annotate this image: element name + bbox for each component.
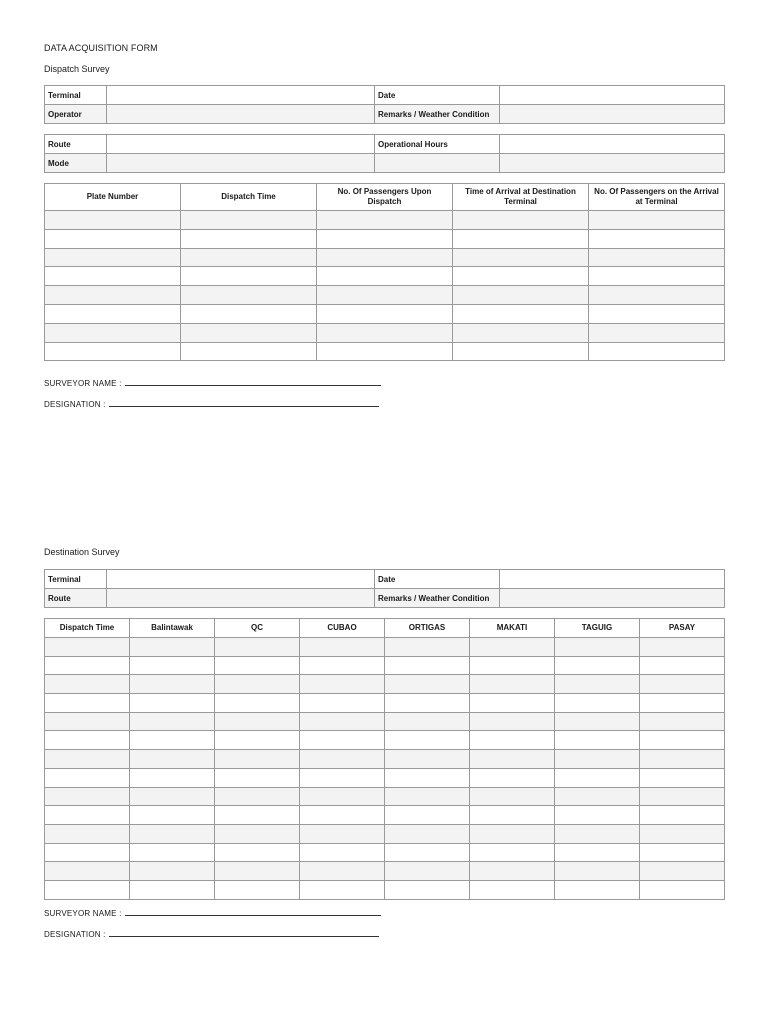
remarks-label: Remarks / Weather Condition — [375, 105, 500, 124]
table-cell[interactable] — [555, 712, 640, 731]
destination-info-table — [44, 569, 725, 608]
table-cell[interactable] — [385, 656, 470, 675]
table-row — [45, 843, 725, 862]
table-cell[interactable] — [385, 824, 470, 843]
table-cell[interactable] — [45, 675, 130, 694]
destination-table — [44, 618, 725, 900]
table-cell[interactable] — [470, 768, 555, 787]
table-cell[interactable] — [317, 229, 453, 248]
table-cell[interactable] — [470, 656, 555, 675]
table-cell[interactable] — [300, 824, 385, 843]
table-cell[interactable] — [45, 694, 130, 713]
table-cell[interactable] — [300, 675, 385, 694]
table-cell[interactable] — [215, 675, 300, 694]
table-cell[interactable] — [589, 229, 725, 248]
table-cell[interactable] — [385, 787, 470, 806]
col-header-pasay: PASAY — [640, 619, 725, 638]
table-cell[interactable] — [555, 694, 640, 713]
dispatch-section-title: Dispatch Survey — [44, 64, 110, 74]
surveyor-name-line[interactable] — [125, 908, 381, 916]
table-cell[interactable] — [453, 286, 589, 305]
table-cell[interactable] — [453, 304, 589, 323]
table-row — [45, 787, 725, 806]
col-header-passengers-upon-dispatch: No. Of Passengers Upon Dispatch — [317, 184, 453, 211]
col-header-dispatch-time: Dispatch Time — [181, 184, 317, 211]
terminal-label: Terminal — [45, 86, 107, 105]
table-cell[interactable] — [130, 880, 215, 899]
table-cell[interactable] — [385, 750, 470, 769]
table-cell[interactable] — [45, 304, 181, 323]
table-row — [45, 267, 725, 286]
table-cell[interactable] — [215, 768, 300, 787]
terminal-label: Terminal — [45, 570, 107, 589]
table-cell[interactable] — [300, 712, 385, 731]
dispatch-info-table-2 — [44, 134, 725, 173]
table-cell[interactable] — [453, 229, 589, 248]
table-cell[interactable] — [317, 248, 453, 267]
table-cell[interactable] — [470, 862, 555, 881]
table-cell[interactable] — [385, 712, 470, 731]
surveyor-name-label: SURVEYOR NAME : — [44, 379, 122, 388]
table-cell[interactable] — [45, 824, 130, 843]
table-cell[interactable] — [555, 862, 640, 881]
table-cell[interactable] — [385, 806, 470, 825]
surveyor-name-line[interactable] — [125, 378, 381, 386]
table-cell[interactable] — [385, 862, 470, 881]
empty-cell — [375, 154, 500, 173]
table-cell[interactable] — [555, 750, 640, 769]
table-cell[interactable] — [130, 806, 215, 825]
table-cell[interactable] — [45, 750, 130, 769]
remarks-label: Remarks / Weather Condition — [375, 589, 500, 608]
operator-label: Operator — [45, 105, 107, 124]
table-row — [45, 712, 725, 731]
table-cell[interactable] — [589, 304, 725, 323]
table-row — [45, 824, 725, 843]
table-row — [45, 731, 725, 750]
table-cell[interactable] — [215, 712, 300, 731]
table-cell[interactable] — [300, 638, 385, 657]
table-cell[interactable] — [45, 862, 130, 881]
route-field[interactable] — [107, 589, 375, 608]
designation-label: DESIGNATION : — [44, 930, 106, 939]
route-label: Route — [45, 589, 107, 608]
table-row — [45, 880, 725, 899]
surveyor-name-label: SURVEYOR NAME : — [44, 909, 122, 918]
table-cell[interactable] — [215, 824, 300, 843]
table-cell[interactable] — [181, 229, 317, 248]
form-title: DATA ACQUISITION FORM — [44, 43, 158, 53]
table-cell[interactable] — [45, 787, 130, 806]
table-cell[interactable] — [555, 656, 640, 675]
table-cell[interactable] — [555, 824, 640, 843]
table-cell[interactable] — [640, 712, 725, 731]
table-cell[interactable] — [45, 880, 130, 899]
table-row — [45, 248, 725, 267]
table-cell[interactable] — [640, 656, 725, 675]
table-cell[interactable] — [589, 267, 725, 286]
table-cell[interactable] — [45, 248, 181, 267]
table-cell[interactable] — [385, 843, 470, 862]
designation-line[interactable] — [109, 929, 379, 937]
table-cell[interactable] — [385, 880, 470, 899]
table-cell[interactable] — [215, 694, 300, 713]
col-header-dispatch-time: Dispatch Time — [45, 619, 130, 638]
table-cell[interactable] — [215, 862, 300, 881]
table-cell[interactable] — [300, 880, 385, 899]
table-cell[interactable] — [470, 712, 555, 731]
table-cell[interactable] — [317, 323, 453, 342]
remarks-field[interactable] — [500, 589, 725, 608]
table-row — [45, 229, 725, 248]
table-row — [45, 323, 725, 342]
route-field[interactable] — [107, 135, 375, 154]
destination-surveyor-name — [44, 908, 381, 918]
table-row — [45, 675, 725, 694]
table-cell[interactable] — [470, 750, 555, 769]
table-cell[interactable] — [453, 211, 589, 230]
table-row — [45, 806, 725, 825]
table-cell[interactable] — [130, 768, 215, 787]
table-cell[interactable] — [470, 824, 555, 843]
table-cell[interactable] — [589, 286, 725, 305]
table-cell[interactable] — [300, 694, 385, 713]
table-cell[interactable] — [385, 694, 470, 713]
table-cell[interactable] — [215, 787, 300, 806]
dispatch-info-table-1 — [44, 85, 725, 124]
table-cell[interactable] — [45, 656, 130, 675]
table-cell[interactable] — [300, 731, 385, 750]
operator-field[interactable] — [107, 105, 375, 124]
table-cell[interactable] — [317, 304, 453, 323]
table-cell[interactable] — [640, 806, 725, 825]
table-cell[interactable] — [385, 768, 470, 787]
table-cell[interactable] — [555, 731, 640, 750]
col-header-passengers-on-arrival: No. Of Passengers on the Arrival at Terminal — [589, 184, 725, 211]
table-row — [45, 342, 725, 361]
table-cell[interactable] — [215, 880, 300, 899]
table-cell[interactable] — [130, 694, 215, 713]
table-cell[interactable] — [45, 638, 130, 657]
table-cell[interactable] — [640, 843, 725, 862]
table-cell[interactable] — [215, 806, 300, 825]
table-cell[interactable] — [555, 787, 640, 806]
destination-table-header — [45, 619, 725, 638]
mode-field[interactable] — [107, 154, 375, 173]
table-cell[interactable] — [181, 304, 317, 323]
table-cell[interactable] — [317, 286, 453, 305]
table-cell[interactable] — [470, 843, 555, 862]
table-cell[interactable] — [640, 638, 725, 657]
table-cell[interactable] — [181, 211, 317, 230]
table-cell[interactable] — [45, 731, 130, 750]
table-cell[interactable] — [45, 286, 181, 305]
terminal-field[interactable] — [107, 86, 375, 105]
table-cell[interactable] — [215, 843, 300, 862]
table-cell[interactable] — [589, 211, 725, 230]
table-row — [45, 638, 725, 657]
table-cell[interactable] — [45, 712, 130, 731]
table-cell[interactable] — [555, 843, 640, 862]
col-header-ortigas: ORTIGAS — [385, 619, 470, 638]
table-cell[interactable] — [45, 211, 181, 230]
table-cell[interactable] — [300, 656, 385, 675]
table-row — [45, 211, 725, 230]
table-cell[interactable] — [130, 750, 215, 769]
table-cell[interactable] — [300, 768, 385, 787]
table-cell[interactable] — [300, 843, 385, 862]
table-cell[interactable] — [130, 787, 215, 806]
table-cell[interactable] — [317, 342, 453, 361]
table-cell[interactable] — [45, 806, 130, 825]
table-cell[interactable] — [555, 768, 640, 787]
table-cell[interactable] — [300, 806, 385, 825]
col-header-arrival-time: Time of Arrival at Destination Terminal — [453, 184, 589, 211]
table-cell[interactable] — [470, 675, 555, 694]
table-cell[interactable] — [300, 750, 385, 769]
table-cell[interactable] — [181, 248, 317, 267]
table-cell[interactable] — [470, 638, 555, 657]
table-cell[interactable] — [640, 824, 725, 843]
table-cell[interactable] — [555, 638, 640, 657]
table-row — [45, 694, 725, 713]
table-cell[interactable] — [589, 248, 725, 267]
table-cell[interactable] — [453, 267, 589, 286]
table-cell[interactable] — [640, 768, 725, 787]
destination-section-title: Destination Survey — [44, 547, 120, 557]
date-label: Date — [375, 570, 500, 589]
table-cell[interactable] — [470, 806, 555, 825]
table-cell[interactable] — [130, 843, 215, 862]
table-cell[interactable] — [300, 787, 385, 806]
empty-cell — [500, 154, 725, 173]
dispatch-surveyor-name — [44, 378, 381, 388]
date-field[interactable] — [500, 570, 725, 589]
table-row — [45, 768, 725, 787]
table-cell[interactable] — [181, 267, 317, 286]
table-cell[interactable] — [470, 787, 555, 806]
col-header-plate-number: Plate Number — [45, 184, 181, 211]
designation-line[interactable] — [109, 399, 379, 407]
table-row — [45, 656, 725, 675]
table-cell[interactable] — [130, 712, 215, 731]
table-cell[interactable] — [45, 768, 130, 787]
table-cell[interactable] — [385, 638, 470, 657]
table-cell[interactable] — [215, 731, 300, 750]
table-cell[interactable] — [45, 342, 181, 361]
table-cell[interactable] — [130, 862, 215, 881]
table-cell[interactable] — [640, 880, 725, 899]
table-cell[interactable] — [640, 787, 725, 806]
table-cell[interactable] — [470, 880, 555, 899]
mode-label: Mode — [45, 154, 107, 173]
table-row — [45, 304, 725, 323]
dispatch-table — [44, 183, 725, 361]
table-cell[interactable] — [45, 267, 181, 286]
table-cell[interactable] — [317, 211, 453, 230]
table-cell[interactable] — [555, 880, 640, 899]
col-header-taguig: TAGUIG — [555, 619, 640, 638]
dispatch-designation — [44, 399, 379, 409]
table-cell[interactable] — [640, 862, 725, 881]
table-cell[interactable] — [181, 323, 317, 342]
table-cell[interactable] — [640, 731, 725, 750]
col-header-qc: QC — [215, 619, 300, 638]
col-header-makati: MAKATI — [470, 619, 555, 638]
col-header-balintawak: Balintawak — [130, 619, 215, 638]
date-field[interactable] — [500, 86, 725, 105]
table-cell[interactable] — [45, 229, 181, 248]
table-cell[interactable] — [470, 731, 555, 750]
table-cell[interactable] — [215, 750, 300, 769]
table-cell[interactable] — [453, 323, 589, 342]
table-cell[interactable] — [640, 675, 725, 694]
table-cell[interactable] — [385, 731, 470, 750]
table-cell[interactable] — [453, 342, 589, 361]
table-cell[interactable] — [215, 656, 300, 675]
operational-hours-label: Operational Hours — [375, 135, 500, 154]
table-cell[interactable] — [640, 694, 725, 713]
table-cell[interactable] — [555, 675, 640, 694]
table-cell[interactable] — [385, 675, 470, 694]
table-row — [45, 862, 725, 881]
table-cell[interactable] — [130, 731, 215, 750]
table-cell[interactable] — [45, 843, 130, 862]
table-cell[interactable] — [300, 862, 385, 881]
table-cell[interactable] — [640, 750, 725, 769]
table-cell[interactable] — [317, 267, 453, 286]
col-header-cubao: CUBAO — [300, 619, 385, 638]
table-cell[interactable] — [181, 342, 317, 361]
table-cell[interactable] — [589, 323, 725, 342]
table-cell[interactable] — [181, 286, 317, 305]
table-cell[interactable] — [130, 675, 215, 694]
table-cell[interactable] — [45, 323, 181, 342]
table-cell[interactable] — [215, 638, 300, 657]
table-cell[interactable] — [130, 656, 215, 675]
table-cell[interactable] — [470, 694, 555, 713]
table-cell[interactable] — [453, 248, 589, 267]
terminal-field[interactable] — [107, 570, 375, 589]
dispatch-table-header — [45, 184, 725, 211]
remarks-field[interactable] — [500, 105, 725, 124]
table-cell[interactable] — [130, 824, 215, 843]
table-cell[interactable] — [555, 806, 640, 825]
designation-label: DESIGNATION : — [44, 400, 106, 409]
table-row — [45, 286, 725, 305]
table-cell[interactable] — [589, 342, 725, 361]
table-cell[interactable] — [130, 638, 215, 657]
route-label: Route — [45, 135, 107, 154]
destination-designation — [44, 929, 379, 939]
date-label: Date — [375, 86, 500, 105]
operational-hours-field[interactable] — [500, 135, 725, 154]
table-row — [45, 750, 725, 769]
